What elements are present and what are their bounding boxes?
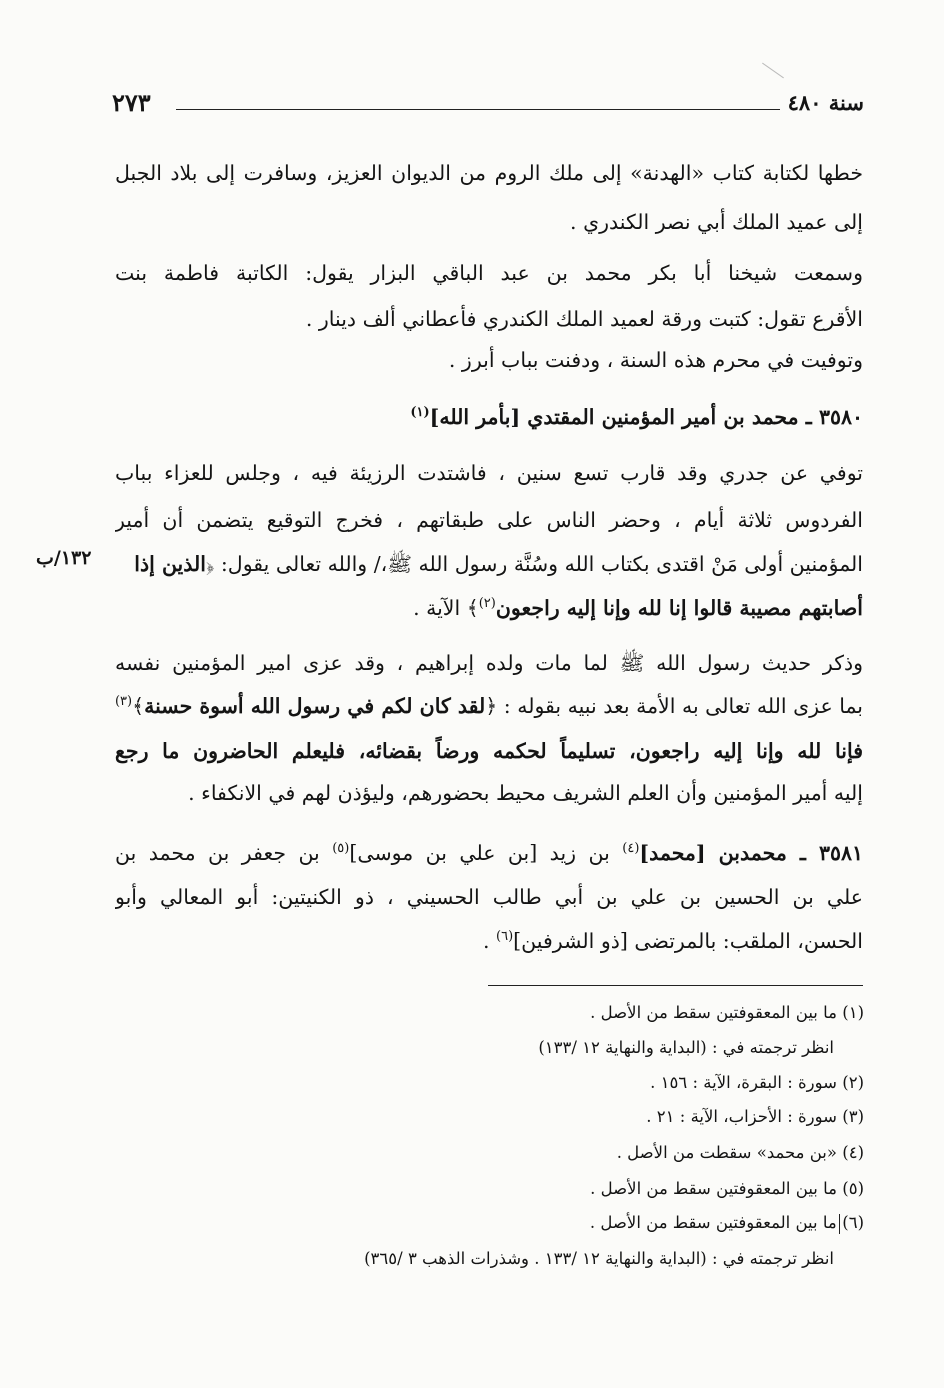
running-header-year: سنة ٤٨٠ bbox=[787, 90, 864, 115]
body-line-12 bbox=[115, 689, 863, 723]
quran-quote-2: لقد كان لكم في رسول الله أسوة حسنة bbox=[144, 694, 486, 718]
entry-heading-3581 bbox=[115, 836, 863, 870]
body-line-12-text: بما عزى الله تعالى به الأمة بعد نبيه بقوله : ﴿ bbox=[485, 694, 863, 718]
footnote-6-number: (٦) bbox=[842, 1213, 864, 1232]
footnote-separator bbox=[488, 985, 863, 986]
entry-title: محمد بن أمير المؤمنين المقتدي [بأمر الله] bbox=[429, 405, 799, 429]
footnote-ref-6: (٦) bbox=[496, 929, 514, 945]
footnote-ref-1: (١) bbox=[410, 405, 430, 421]
entry-name-end: بن جعفر بن محمد بن bbox=[115, 841, 333, 865]
footnote-6 bbox=[590, 1210, 864, 1236]
footnote-2: (٢) سورة : البقرة، الآية : ١٥٦ . bbox=[650, 1073, 864, 1092]
footnote-1-ref: انظر ترجمته في : (البداية والنهاية ١٢ /١٣٣) bbox=[538, 1038, 834, 1057]
body-line-10-end: ﴾ الآية . bbox=[413, 596, 479, 620]
quran-quote: أصابتهم مصيبة قالوا إنا لله وإنا إليه راجعون bbox=[495, 596, 863, 620]
footnote-4: (٤) «بن محمد» سقطت من الأصل . bbox=[616, 1143, 864, 1162]
footnote-5: (٥) ما بين المعقوفتين سقط من الأصل . bbox=[590, 1179, 864, 1198]
manuscript-folio-note: ١٣٢/ب bbox=[36, 547, 92, 569]
body-line-5: وتوفيت في محرم هذه السنة ، ودفنت بباب أبرز . bbox=[448, 348, 863, 372]
body-line-13: فإنا لله وإنا إليه راجعون، تسليماً لحكمه ورضاً بقضائه، فليعلم الحاضرون ما رجع bbox=[115, 739, 863, 763]
page-number: ٢٧٣ bbox=[112, 88, 151, 117]
footnote-ref-4: (٤) bbox=[622, 841, 640, 857]
footnote-1: (١) ما بين المعقوفتين سقط من الأصل . bbox=[590, 1003, 864, 1022]
footnote-6-ref: انظر ترجمته في : (البداية والنهاية ١٢ /١٣٣ . وشذرات الذهب ٣ /٣٦٥) bbox=[364, 1249, 834, 1268]
body-line-10 bbox=[115, 591, 863, 625]
quote-close: ﴾ bbox=[132, 694, 145, 718]
body-line-1: خطها لكتابة كتاب «الهدنة» إلى ملك الروم من الديوان العزيز، وسافرت إلى بلاد الجبل bbox=[115, 161, 863, 185]
quran-quote-start: الذين إذا bbox=[134, 552, 206, 576]
body-line-2: إلى عميد الملك أبي نصر الكندري . bbox=[570, 210, 863, 234]
footnote-ref-5: (٥) bbox=[332, 841, 350, 857]
body-line-11: وذكر حديث رسول الله ﷺ لما مات ولده إبراهيم ، وقد عزى امير المؤمنين نفسه bbox=[115, 651, 863, 675]
footnote-6-text: ما بين المعقوفتين سقط من الأصل . bbox=[589, 1213, 837, 1232]
entry-heading-3580 bbox=[115, 400, 863, 434]
footnote-ref-3: (٣) bbox=[115, 694, 133, 710]
body-line-17-end: . bbox=[482, 929, 497, 953]
body-line-7: توفي عن جدري وقد قارب تسع سنين ، فاشتدت الرزيئة فيه ، وجلس للعزاء بباب bbox=[115, 461, 863, 485]
margin-bar bbox=[839, 1214, 841, 1234]
body-line-17-text: الحسن، الملقب: بالمرتضى [ذو الشرفين] bbox=[513, 929, 863, 953]
footnote-ref-2: (٢) bbox=[478, 596, 496, 612]
body-line-3: وسمعت شيخنا أبا بكر محمد بن عبد الباقي البزار يقول: الكاتبة فاطمة بنت bbox=[115, 261, 863, 285]
body-line-4: الأقرع تقول: كتبت ورقة لعميد الملك الكندري فأعطاني ألف دينار . bbox=[305, 307, 863, 331]
body-line-17 bbox=[115, 924, 863, 958]
entry-name-part: بن زيد [بن علي بن موسى] bbox=[349, 841, 623, 865]
body-line-16: علي بن الحسين بن علي بن أبي طالب الحسيني ، ذو الكنيتين: أبو المعالي وأبو bbox=[115, 885, 863, 909]
entry-number: ٣٥٨٠ ـ bbox=[805, 405, 863, 429]
header-rule bbox=[176, 109, 780, 110]
body-line-14: إليه أمير المؤمنين وأن العلم الشريف محيط بحضورهم، وليؤذن لهم في الانكفاء . bbox=[188, 781, 863, 805]
entry-number-3581: ٣٥٨١ ـ محمدبن [محمد] bbox=[639, 841, 863, 865]
paper-mark bbox=[762, 63, 784, 79]
footnote-3: (٣) سورة : الأحزاب، الآية : ٢١ . bbox=[646, 1107, 864, 1126]
body-line-8: الفردوس ثلاثة أيام ، وحضر الناس على طبقاتهم ، فخرج التوقيع يتضمن أن أمير bbox=[115, 508, 863, 532]
body-line-9 bbox=[115, 547, 863, 581]
body-line-9-text: المؤمنين أولى مَنْ اقتدى بكتاب الله وسُنَّة رسول الله ﷺ،/ والله تعالى يقول: ﴿ bbox=[205, 552, 863, 576]
